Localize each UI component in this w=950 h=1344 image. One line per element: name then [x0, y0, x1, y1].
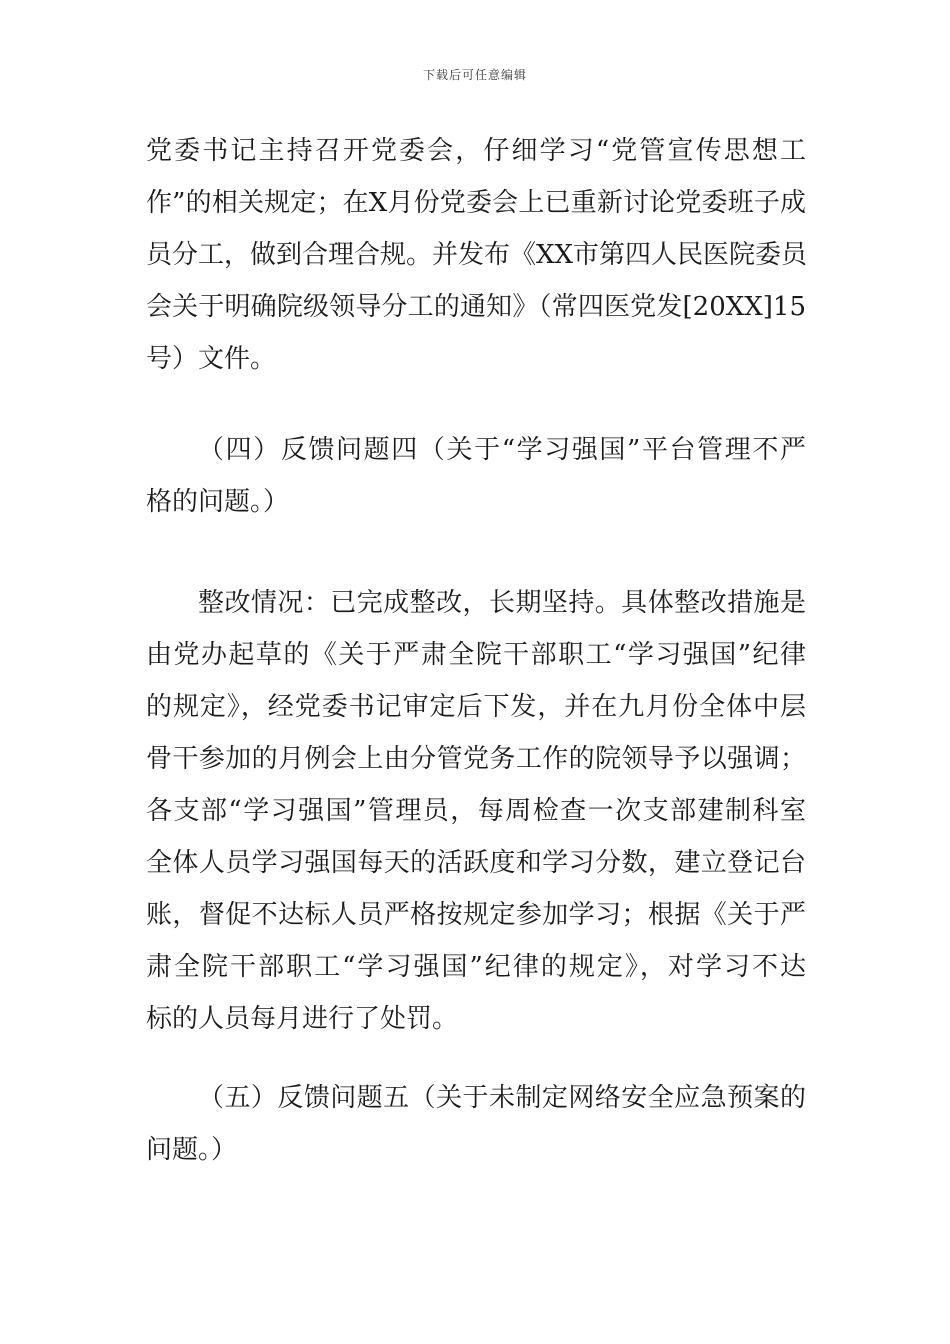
- section-heading-issue-five: [146, 1072, 806, 1176]
- paragraph-rectification: [146, 577, 806, 1045]
- text-line: 账，督促不达标人员严格按规定参加学习；根据《关于严: [146, 900, 806, 930]
- page-header: 下载后可任意编辑: [422, 68, 527, 82]
- text-line: 骨干参加的月例会上由分管党务工作的院领导予以强调；: [146, 744, 806, 774]
- text-line: 的规定》，经党委书记审定后下发，并在九月份全体中层: [146, 692, 806, 722]
- text-line: 全体人员学习强国每天的活跃度和学习分数，建立登记台: [146, 848, 806, 878]
- text-line: 整改情况：已完成整改，长期坚持。具体整改措施是: [198, 588, 806, 618]
- text-line: 作”的相关规定；在X月份党委会上已重新讨论党委班子成: [146, 188, 806, 218]
- text-line: 号）文件。: [146, 344, 277, 374]
- text-line: 格的问题。）: [146, 487, 290, 517]
- text-line: 由党办起草的《关于严肃全院干部职工“学习强国”纪律: [146, 640, 806, 670]
- text-line: 问题。）: [146, 1135, 238, 1165]
- text-line: 党委书记主持召开党委会，仔细学习“党管宣传思想工: [146, 136, 806, 166]
- text-line: 员分工，做到合理合规。并发布《XX市第四人民医院委员: [146, 240, 808, 270]
- paragraph-party-committee: [146, 125, 806, 385]
- section-heading-issue-four: [146, 424, 806, 528]
- text-line: （五）反馈问题五（关于未制定网络安全应急预案的: [198, 1083, 806, 1113]
- text-line: 标的人员每月进行了处罚。: [146, 1004, 459, 1034]
- text-line: （四）反馈问题四（关于“学习强国”平台管理不严: [198, 435, 806, 465]
- text-line: 肃全院干部职工“学习强国”纪律的规定》，对学习不达: [146, 952, 806, 982]
- text-line: 会关于明确院级领导分工的通知》（常四医党发[20XX]15: [146, 292, 806, 322]
- text-line: 各支部“学习强国”管理员，每周检查一次支部建制科室: [146, 796, 806, 826]
